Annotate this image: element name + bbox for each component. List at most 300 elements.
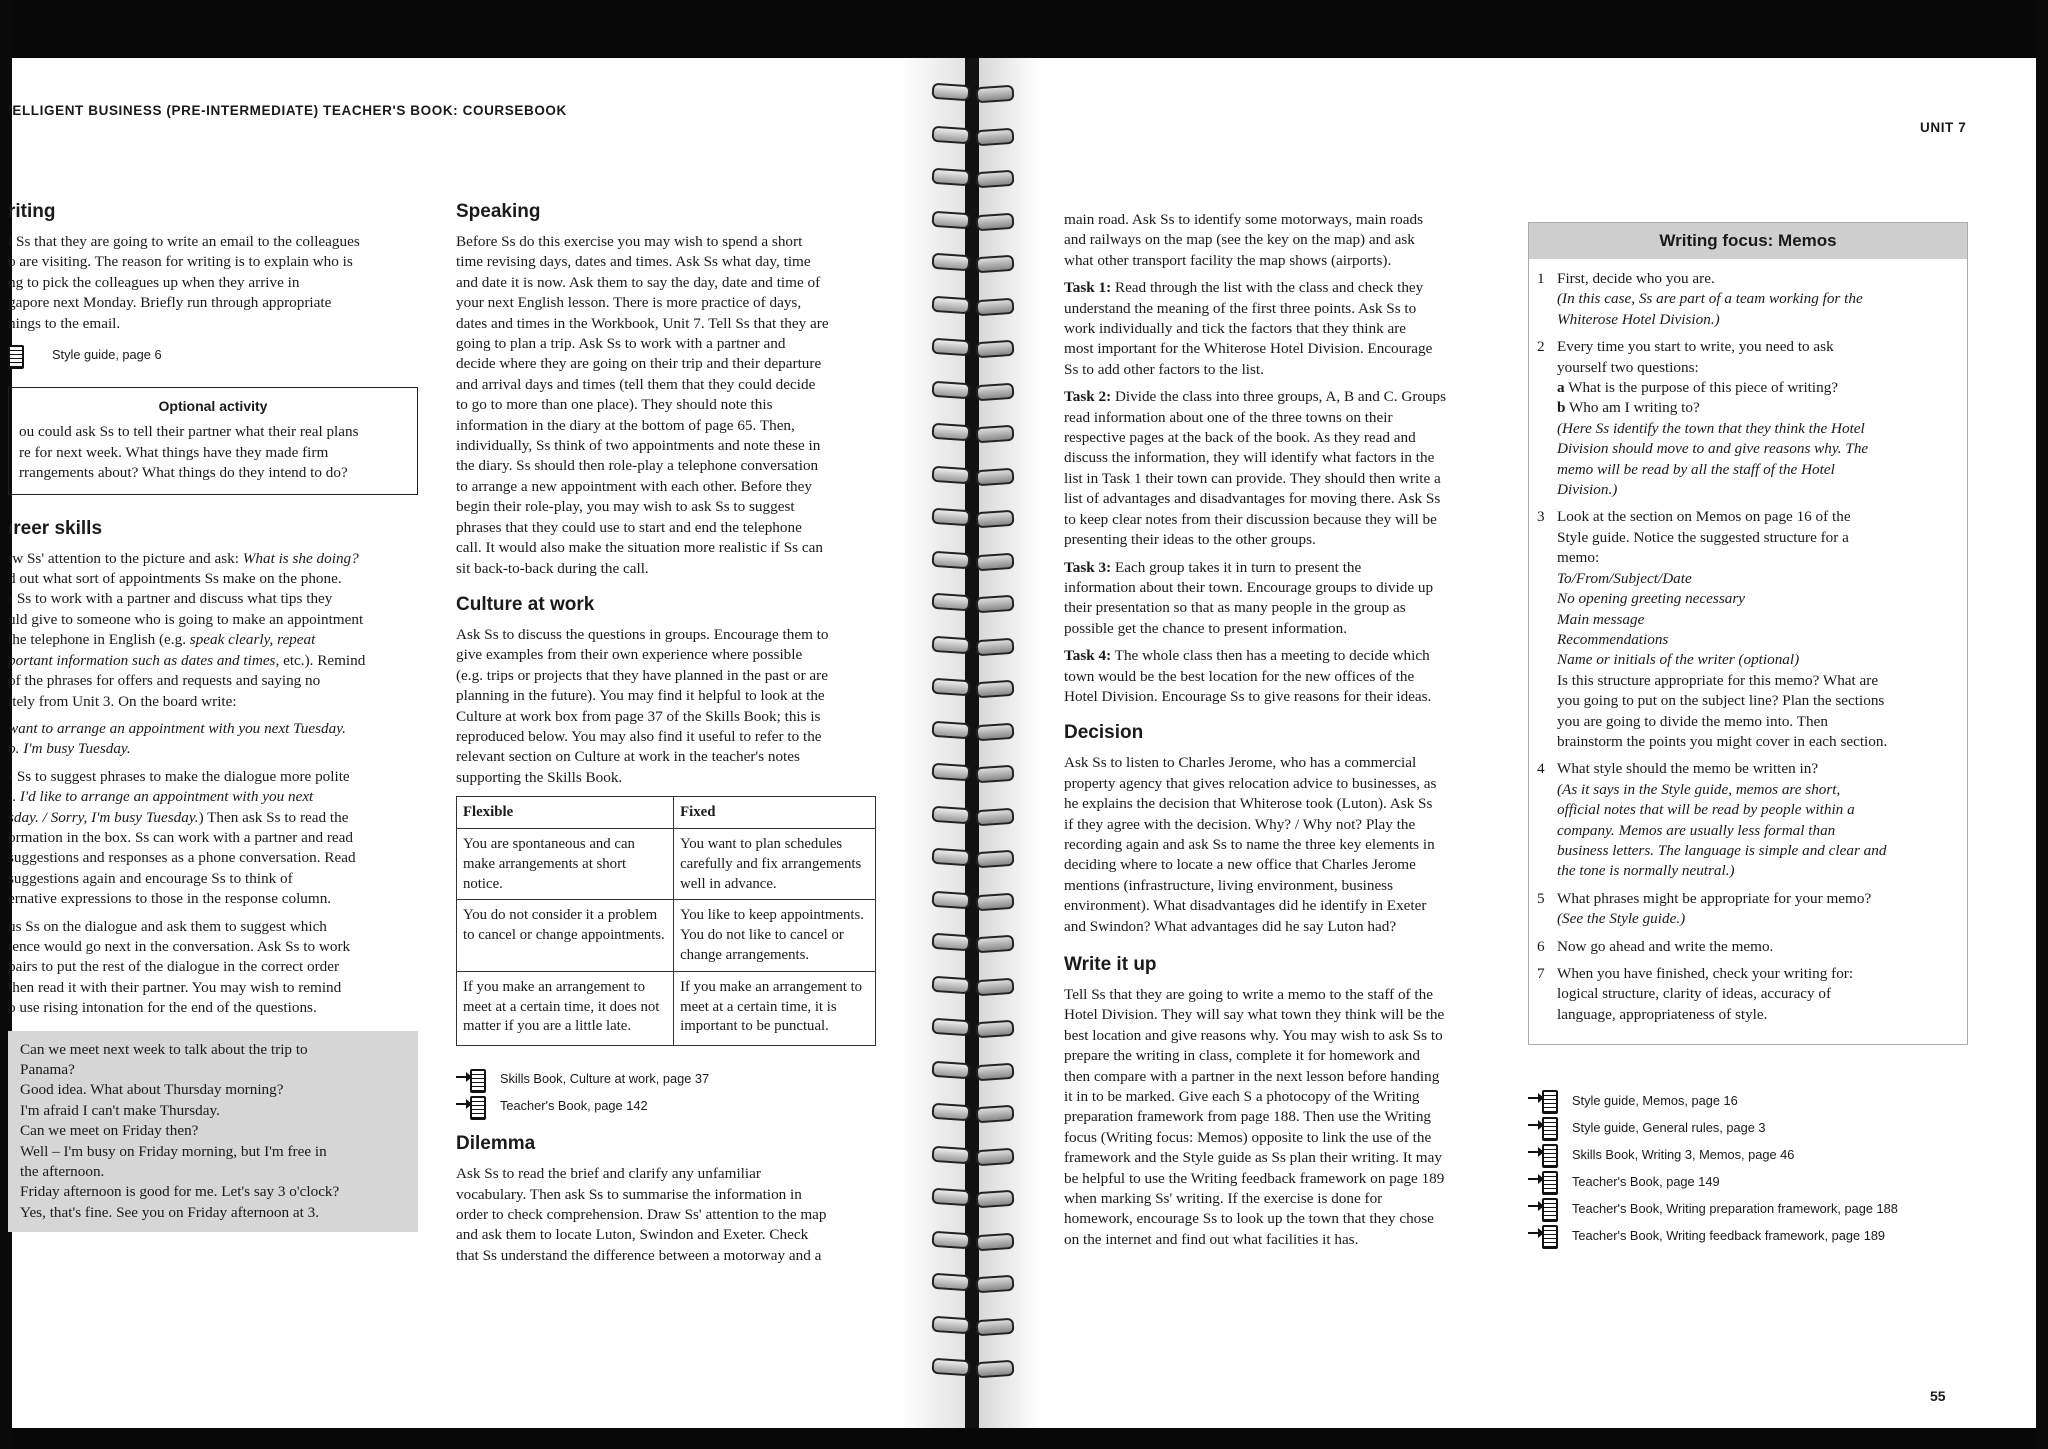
spiral-coil (932, 1355, 1012, 1377)
text-line: your next English lesson. There is more practice of days, (456, 294, 802, 312)
item-line (1557, 589, 1887, 609)
career-text: , etc.). Remind (275, 651, 366, 669)
item-text: language, appropriateness of style. (1557, 1005, 1768, 1023)
item-text: you are going to divide the memo into. Then (1557, 712, 1828, 730)
item-line (1557, 419, 1868, 439)
text-line: Hotel Division. They will say what town they think will be the (1064, 1006, 1445, 1024)
task-text: list of advantages and disadvantages for moving there. Ask Ss (1064, 490, 1441, 508)
spiral-coil (932, 1185, 1012, 1207)
task-list (1064, 278, 1504, 707)
spiral-coil (932, 888, 1012, 910)
text-line: ou could ask Ss to tell their partner what their real plans (19, 423, 359, 441)
table-header-fixed: Fixed (674, 797, 876, 829)
task-text: possible get the chance to present information. (1064, 619, 1347, 637)
section-heading-speaking: Speaking (456, 201, 541, 222)
text-line: Ask Ss to read the brief and clarify any unfamiliar (456, 1165, 761, 1183)
book-reference-icon (1528, 1117, 1558, 1139)
career-lines (8, 570, 363, 628)
item-text: Is this structure appropriate for this memo? What are (1557, 671, 1879, 689)
text-line: us Ss on the dialogue and ask them to suggest which (8, 917, 327, 935)
board-sentences (8, 719, 418, 760)
text-line: d out what sort of appointments Ss make on the phone. (8, 570, 342, 588)
spiral-coil (932, 1228, 1012, 1250)
task-paragraph (1064, 558, 1504, 640)
text-line: that Ss understand the difference between a motorway and a (456, 1246, 822, 1264)
text-line: dates and times in the Workbook, Unit 7. Tell Ss that they are (456, 314, 829, 332)
text-line: call. It would also make the situation more realistic if Ss can (456, 539, 823, 557)
dialogue-box (8, 1031, 418, 1233)
writing-focus-box (1528, 222, 1968, 1045)
career-question: What is she doing? (242, 549, 359, 567)
text-line: Tell Ss that they are going to write a memo to the staff of the (1064, 986, 1433, 1003)
task-text: town would be the best location for the new offices of the (1064, 667, 1415, 685)
spiral-coil (932, 463, 1012, 485)
running-header-unit: UNIT 7 (1920, 120, 1967, 135)
polite-lines (8, 829, 356, 907)
text-line: ‹ Ss to work with a partner and discuss what tips they (8, 590, 333, 608)
optional-activity-text (19, 422, 407, 483)
write-it-up-paragraph (1064, 985, 1504, 1250)
scan-bottom-edge (0, 1428, 2048, 1449)
item-text: you going to put on the subject line? Plan the sections (1557, 692, 1885, 710)
text-line: nings to the email. (8, 314, 121, 332)
reference-label: Style guide, Memos, page 16 (1572, 1092, 1738, 1108)
career-lines (8, 672, 320, 709)
item-text: Division should move to and give reasons why. The (1557, 440, 1869, 458)
text-line: of the phrases for offers and requests and saying no (8, 672, 321, 690)
spiral-coil (932, 718, 1012, 740)
page-number: 55 (1930, 1388, 1946, 1404)
item-line (1557, 460, 1868, 480)
item-line (1557, 712, 1887, 732)
item-line (1557, 569, 1887, 589)
career-text: the telephone in English (e.g. (8, 631, 190, 649)
writing-focus-item (1537, 759, 1955, 881)
item-text: No opening greeting necessary (1557, 590, 1745, 608)
text-line: ng to pick the colleagues up when they arrive in (8, 273, 300, 291)
reference-label: Teacher's Book, page 142 (500, 1098, 648, 1114)
text-line: prepare the writing in class, complete it for homework and (1064, 1047, 1420, 1065)
book-reference-icon (8, 345, 38, 367)
reference-item (1528, 1222, 1968, 1249)
table-cell: If you make an arrangement to meet at a certain time, it does not matter if you are a little late. (457, 971, 674, 1045)
text-line: recording again and ask Ss to name the three key elements in (1064, 835, 1435, 853)
book-reference-icon (456, 1096, 486, 1118)
spiral-coil (932, 420, 1012, 442)
section-heading-culture-at-work: Culture at work (456, 593, 595, 615)
text-line: planning in the future). You may find it helpful to look at the (456, 687, 825, 705)
running-header-left: ʼELLIGENT BUSINESS (PRE-INTERMEDIATE) TEACHER'S BOOK: COURSEBOOK (8, 103, 567, 118)
item-line (1557, 841, 1886, 861)
item-line (1557, 1005, 1853, 1025)
section-heading-write-it-up: Write it up (1064, 954, 1157, 975)
book-reference-icon (1528, 1090, 1558, 1112)
task-intro-paragraph (1064, 210, 1504, 271)
culture-paragraph (456, 625, 886, 788)
item-line (1557, 398, 1868, 418)
text-line: time revising days, dates and times. Ask Ss what day, time (456, 253, 811, 271)
item-text: What style should the memo be written in? (1557, 760, 1819, 778)
item-line (1557, 650, 1887, 670)
text-line: itely from Unit 3. On the board write: (8, 692, 237, 710)
item-line (1557, 732, 1887, 752)
item-line (1557, 937, 1773, 957)
text-line: preparation framework from page 188. Then use the Writing (1064, 1108, 1432, 1126)
dialogue-line: Can we meet on Friday then? (20, 1122, 199, 1140)
dilemma-paragraph (456, 1164, 886, 1266)
task-paragraph (1064, 278, 1504, 380)
task-text: work individually and tick the factors that they think are (1064, 320, 1407, 338)
text-line: rrangements about? What things do they intend to do? (19, 464, 348, 482)
item-line (1557, 780, 1886, 800)
text-line: o use rising intonation for the end of the questions. (8, 999, 317, 1017)
text-line: vocabulary. Then ask Ss to summarise the information in (456, 1185, 802, 1203)
text-line: the diary. Ss should then role-play a telephone conversation (456, 457, 819, 475)
right-column-1 (1064, 210, 1504, 1257)
text-line: tence would go next in the conversation. Ask Ss to work (8, 937, 351, 955)
book-reference-icon (1528, 1198, 1558, 1220)
career-example: portant information such as dates and times (8, 651, 276, 669)
style-guide-reference (8, 342, 418, 369)
text-line: reproduced below. You may also find it useful to refer to the (456, 727, 822, 745)
item-line (1557, 671, 1887, 691)
text-line: what other transport facility the map shows (airports). (1064, 251, 1392, 269)
sub-item-letter: a (1557, 379, 1565, 397)
text-line: pairs to put the rest of the dialogue in the correct order (8, 958, 340, 976)
reference-label: Style guide, page 6 (52, 347, 162, 363)
polite-paragraph (8, 767, 418, 910)
spiral-coil (932, 760, 1012, 782)
task-text: presenting their ideas to the other groups. (1064, 531, 1316, 549)
dialogue-line: the afternoon. (20, 1163, 105, 1181)
item-line (1557, 358, 1868, 378)
item-text: Who am I writing to? (1565, 399, 1700, 417)
item-line (1557, 909, 1871, 929)
text-line: then compare with a partner in the next lesson before handing (1064, 1067, 1440, 1085)
text-line: Culture at work box from page 37 of the Skills Book; this is (456, 707, 821, 725)
text-line: best location and give reasons why. You may wish to ask Ss to (1064, 1026, 1443, 1044)
task-paragraph (1064, 387, 1504, 550)
item-line (1557, 289, 1863, 309)
text-line: and ask them to locate Luton, Swindon and Exeter. Check (456, 1226, 809, 1244)
text-line: uld give to someone who is going to make an appointment (8, 610, 364, 628)
task-text: Hotel Division. Encourage Ss to give reasons for their ideas. (1064, 687, 1432, 705)
item-text: logical structure, clarity of ideas, accuracy of (1557, 985, 1832, 1003)
item-text: Recommendations (1557, 630, 1669, 648)
item-line (1557, 964, 1853, 984)
text-line: if they agree with the decision. Why? / Why not? Play the (1064, 815, 1416, 833)
item-line (1557, 889, 1871, 909)
item-text: the tone is normally neutral.) (1557, 862, 1735, 880)
item-text: To/From/Subject/Date (1557, 569, 1692, 587)
task-text: read information about one of the three towns on their (1064, 408, 1393, 426)
text-line: he explains the decision that Whiterose took (Luton). Ask Ss (1064, 795, 1433, 813)
spiral-coil (932, 590, 1012, 612)
text-line: Before Ss do this exercise you may wish to spend a short (456, 233, 803, 250)
task-text: understand the meaning of the first three points. Ask Ss to (1064, 299, 1417, 317)
item-text: Now go ahead and write the memo. (1557, 937, 1774, 955)
career-example: speak clearly, repeat (189, 631, 316, 649)
text-line: then read it with their partner. You may wish to remind (8, 978, 342, 996)
text-line: o. I'm busy Tuesday. (8, 740, 131, 758)
item-text: Main message (1557, 610, 1645, 628)
writing-focus-item (1537, 337, 1955, 500)
item-number: 3 (1537, 508, 1545, 526)
spiral-coil (932, 80, 1012, 102)
item-text: (In this case, Ss are part of a team working for the (1557, 290, 1863, 308)
task-label: Task 3: (1064, 558, 1112, 576)
reference-item (456, 1093, 886, 1120)
table-cell: You want to plan schedules carefully and fix arrangements well in advance. (674, 828, 876, 899)
reference-item (1528, 1114, 1968, 1141)
section-heading-career-skills: ıreer skills (8, 517, 103, 539)
polite-example: sday. / Sorry, I'm busy Tuesday. (8, 808, 199, 826)
text-line: phrases that they could use to start and end the telephone (456, 518, 802, 536)
item-text: Look at the section on Memos on page 16 of the (1557, 508, 1851, 526)
sub-item-letter: b (1557, 399, 1566, 417)
item-text: First, decide who you are. (1557, 270, 1715, 287)
item-line (1557, 861, 1886, 881)
task-text: Ss to add other factors to the list. (1064, 360, 1264, 378)
item-number: 5 (1537, 889, 1545, 907)
item-line (1557, 610, 1887, 630)
text-line: Ask Ss to discuss the questions in groups. Encourage them to (456, 625, 829, 643)
reference-item (1528, 1141, 1968, 1168)
dialogue-line: Yes, that's fine. See you on Friday afternoon at 3. (20, 1203, 319, 1221)
text-line: suggestions and responses as a phone conversation. Read (8, 849, 356, 867)
table-cell: You are spontaneous and can make arrangements at short notice. (457, 828, 674, 899)
polite-text: ;. (8, 788, 20, 806)
item-line (1557, 507, 1887, 527)
spiral-coil (932, 803, 1012, 825)
text-line: and date it is now. Ask them to say the day, date and time of (456, 273, 821, 291)
item-text: (Here Ss identify the town that they think the Hotel (1557, 419, 1865, 437)
text-line: and Swindon? What advantages did he say Luton had? (1064, 917, 1397, 935)
table-cell: If you make an arrangement to meet at a certain time, it is important to be punctual. (674, 971, 876, 1045)
spiral-coil (932, 1058, 1012, 1080)
culture-text: (e.g. trips or projects that they have planned in the past or are (456, 666, 828, 684)
reference-label: Teacher's Book, page 149 (1572, 1173, 1720, 1189)
writing-focus-item (1537, 269, 1955, 330)
task-text: their presentation so that as many people in the group as (1064, 599, 1406, 617)
spiral-coil (932, 1270, 1012, 1292)
item-line (1557, 310, 1863, 330)
table-row (457, 828, 876, 899)
item-number: 7 (1537, 965, 1545, 982)
item-text: What is the purpose of this piece of writing? (1564, 379, 1839, 397)
text-line: l Ss that they are going to write an email to the colleagues (8, 233, 360, 250)
section-heading-writing: riting (8, 201, 56, 222)
reference-label: Skills Book, Culture at work, page 37 (500, 1071, 710, 1087)
spiral-binding (932, 80, 1012, 1400)
task-text: to keep clear notes from their discussion because they will be (1064, 510, 1437, 528)
text-line: and arrival days and times (tell them that they could decide (456, 375, 816, 393)
reference-label: Teacher's Book, Writing feedback framework, page 189 (1572, 1227, 1886, 1243)
item-text: official notes that will be read by people within a (1557, 801, 1855, 819)
item-text: brainstorm the points you might cover in each section. (1557, 732, 1888, 750)
text-line: order to check comprehension. Draw Ss' attention to the map (456, 1205, 827, 1223)
text-line: suggestions again and encourage Ss to think of (8, 869, 293, 887)
text-line: and railways on the map (see the key on the map) and ask (1064, 231, 1415, 249)
task-text: most important for the Whiterose Hotel Division. Encourage (1064, 340, 1433, 358)
item-text: What phrases might be appropriate for your memo? (1557, 889, 1872, 907)
item-text: Every time you start to write, you need to ask (1557, 338, 1834, 356)
text-line: o are visiting. The reason for writing is to explain who is (8, 253, 353, 271)
speaking-paragraph (456, 232, 886, 579)
text-line: relevant section on Culture at work in the teacher's notes (456, 748, 800, 766)
culture-references (456, 1066, 886, 1120)
task-text: information about their town. Encourage groups to divide up (1064, 578, 1434, 596)
text-line: be helpful to use the Writing feedback framework on page 189 (1064, 1169, 1445, 1187)
spiral-coil (932, 930, 1012, 952)
book-reference-icon (1528, 1225, 1558, 1247)
writing-focus-item (1537, 889, 1955, 930)
section-heading-decision: Decision (1064, 722, 1144, 744)
dialogue-line: I'm afraid I can't make Thursday. (20, 1101, 220, 1119)
left-column-1 (8, 200, 418, 1232)
table-cell: You like to keep appointments. You do not like to cancel or change arrangements. (674, 900, 876, 971)
item-number: 2 (1537, 338, 1545, 356)
text-line: property agency that gives relocation advice to businesses, as (1064, 774, 1437, 792)
focus-paragraph (8, 917, 418, 1019)
item-text: Name or initials of the writer (optional) (1557, 651, 1800, 669)
polite-example: I'd like to arrange an appointment with you next (19, 788, 314, 806)
text-line: gapore next Monday. Briefly run through appropriate (8, 294, 332, 312)
spiral-coil (932, 1143, 1012, 1165)
reference-label: Style guide, General rules, page 3 (1572, 1119, 1766, 1135)
text-line: when marking Ss' writing. If the exercise is done for (1064, 1190, 1383, 1208)
text-line: ormation in the box. Ss can work with a partner and read (8, 828, 353, 846)
task-paragraph (1064, 646, 1504, 707)
text-line: homework, encourage Ss to look up the town that they chose (1064, 1210, 1434, 1228)
dialogue-line: Friday afternoon is good for me. Let's say 3 o'clock? (20, 1183, 340, 1201)
item-text: memo will be read by all the staff of the Hotel (1557, 460, 1835, 478)
reference-item (456, 1066, 886, 1093)
text-line: on the internet and find out what facilities it has. (1064, 1230, 1359, 1248)
item-text: When you have finished, check your writing for: (1557, 965, 1854, 982)
text-line: it in to be marked. Give each S a photocopy of the Writing (1064, 1088, 1420, 1106)
item-line (1557, 548, 1887, 568)
item-number: 4 (1537, 760, 1545, 778)
task-text: Each group takes it in turn to present the (1111, 558, 1362, 576)
item-text: (As it says in the Style guide, memos are short, (1557, 780, 1841, 798)
table-row (457, 900, 876, 971)
item-line (1557, 378, 1868, 398)
text-line: to arrange a new appointment with each other. Before they (456, 477, 812, 495)
item-line (1557, 528, 1887, 548)
text-line: mentions (infrastructure, living environment, business (1064, 876, 1394, 894)
spiral-coil (932, 123, 1012, 145)
text-line: re for next week. What things have they made firm (19, 443, 329, 461)
dialogue-line: Good idea. What about Thursday morning? (20, 1081, 284, 1099)
writing-focus-item (1537, 507, 1955, 752)
text-line: supporting the Skills Book. (456, 768, 623, 786)
text-line: environment). What disadvantages did he identify in Exeter (1064, 897, 1427, 915)
item-text: Style guide. Notice the suggested structure for a (1557, 528, 1849, 546)
culture-lines (456, 626, 829, 663)
task-label: Task 4: (1064, 647, 1112, 665)
item-text: Division.) (1557, 481, 1618, 499)
polite-text: ) Then ask Ss to read the (198, 808, 349, 826)
task-text: Divide the class into three groups, A, B and C. Groups (1111, 388, 1447, 406)
task-text: list in Task 1 their town can provide. They should then write a (1064, 469, 1441, 487)
spiral-coil (932, 973, 1012, 995)
text-line: main road. Ask Ss to identify some motorways, main roads (1064, 211, 1423, 228)
reference-item (1528, 1168, 1968, 1195)
spiral-coil (932, 250, 1012, 272)
text-line: going to plan a trip. Ask Ss to work with a partner and (456, 335, 786, 353)
flexible-fixed-table (456, 796, 876, 1046)
item-number: 6 (1537, 937, 1545, 955)
spiral-coil (932, 335, 1012, 357)
spiral-coil (932, 548, 1012, 570)
spiral-coil (932, 208, 1012, 230)
text-line: framework and the Style guide as Ss plan their writing. It may (1064, 1149, 1442, 1167)
reference-item (1528, 1195, 1968, 1222)
spiral-coil (932, 675, 1012, 697)
optional-activity-title: Optional activity (158, 398, 268, 415)
spiral-coil (932, 1015, 1012, 1037)
writing-focus-list (1529, 259, 1967, 1044)
optional-activity-box (8, 387, 418, 495)
career-skills-paragraph (8, 549, 418, 712)
item-line (1557, 984, 1853, 1004)
spiral-coil (932, 1100, 1012, 1122)
culture-lines (456, 687, 825, 786)
text-line: individually, Ss think of two appointments and note these in (456, 437, 821, 455)
polite-text: ‹ Ss to suggest phrases to make the dialogue more polite (8, 767, 350, 785)
item-text: (See the Style guide.) (1557, 910, 1686, 928)
spiral-coil (932, 845, 1012, 867)
dialogue-line: Can we meet next week to talk about the trip to (20, 1040, 308, 1058)
task-label: Task 2: (1064, 388, 1112, 406)
item-line (1557, 269, 1863, 289)
spiral-coil (932, 1313, 1012, 1335)
item-line (1557, 821, 1886, 841)
table-header-flexible: Flexible (457, 797, 674, 829)
book-reference-icon (1528, 1144, 1558, 1166)
dialogue-line: Panama? (20, 1061, 75, 1078)
book-reference-icon (456, 1069, 486, 1091)
right-column-2 (1528, 222, 1968, 1249)
item-text: business letters. The language is simple and clear and (1557, 841, 1887, 859)
item-text: yourself two questions: (1557, 358, 1699, 376)
writing-focus-item (1537, 937, 1955, 957)
table-cell: You do not consider it a problem to cancel or change appointments. (457, 900, 674, 971)
item-line (1557, 439, 1868, 459)
spiral-coil (932, 378, 1012, 400)
spiral-coil (932, 633, 1012, 655)
reference-label: Skills Book, Writing 3, Memos, page 46 (1572, 1146, 1795, 1162)
spiral-coil (932, 293, 1012, 315)
text-line: to go to more than one place). They should note this (456, 396, 773, 414)
writing-references (1528, 1087, 1968, 1249)
text-line: begin their role-play, you may wish to ask Ss to suggest (456, 498, 795, 516)
task-text: discuss the information, they will identify what factors in the (1064, 449, 1435, 467)
dialogue-line: Well – I'm busy on Friday morning, but I'm free in (20, 1142, 327, 1160)
text-line: Ask Ss to listen to Charles Jerome, who has a commercial (1064, 754, 1417, 772)
text-line: information in the diary at the bottom of page 65. Then, (456, 416, 795, 434)
spiral-coil (932, 165, 1012, 187)
item-text: memo: (1557, 549, 1600, 567)
task-text: The whole class then has a meeting to decide which (1111, 647, 1430, 665)
item-line (1557, 630, 1887, 650)
text-line: want to arrange an appointment with you next Tuesday. (8, 719, 346, 737)
reference-item (1528, 1087, 1968, 1114)
spiral-coil (932, 505, 1012, 527)
decision-paragraph (1064, 753, 1504, 937)
writing-focus-title: Writing focus: Memos (1529, 223, 1967, 259)
